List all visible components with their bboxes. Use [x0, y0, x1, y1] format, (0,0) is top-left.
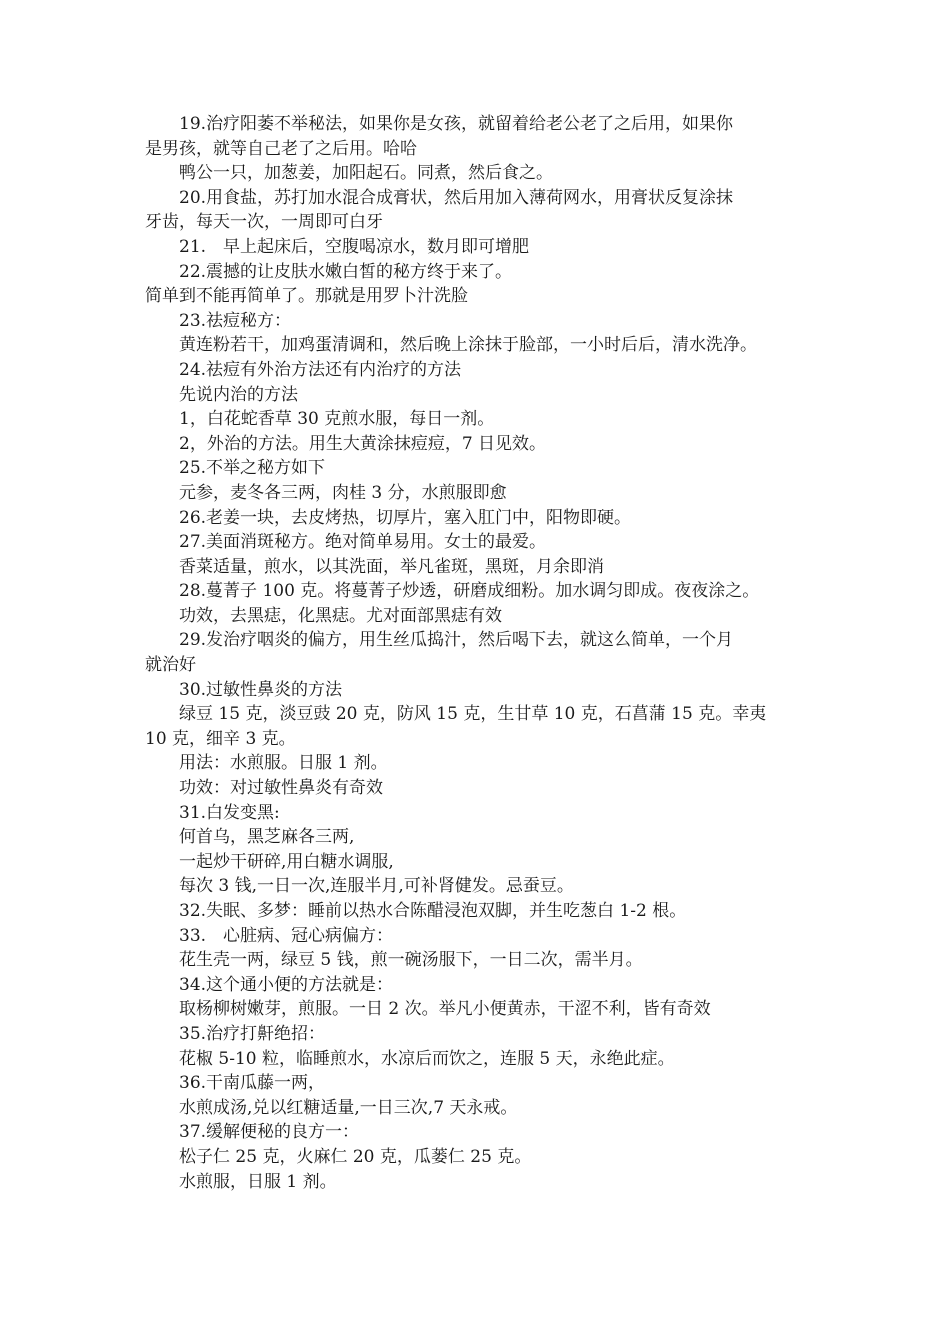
text-line: 22.震撼的让皮肤水嫩白皙的秘方终于来了。 [179, 261, 513, 282]
text-line: 花椒 5-10 粒，临睡煎水，水凉后而饮之，连服 5 天，永绝此症。 [179, 1048, 675, 1069]
text-line: 26.老姜一块，去皮烤热，切厚片，塞入肛门中，阳物即硬。 [179, 507, 632, 528]
text-line: 37.缓解便秘的良方一： [179, 1122, 360, 1143]
text-line: 黄连粉若干，加鸡蛋清调和，然后晚上涂抹于脸部，一小时后后，清水洗净。 [179, 335, 757, 356]
text-line: 34.这个通小便的方法就是： [179, 974, 394, 995]
text-line: 功效，去黑痣，化黑痣。尤对面部黑痣有效 [179, 605, 502, 626]
text-line: 2，外治的方法。用生大黄涂抹痘痘，7 日见效。 [179, 433, 547, 454]
text-line: 10 克，细辛 3 克。 [145, 728, 296, 749]
text-line: 27.美面消斑秘方。绝对简单易用。女士的最爱。 [179, 532, 547, 553]
text-line: 香菜适量，煎水，以其洗面，举凡雀斑，黑斑，月余即消 [179, 556, 604, 577]
text-line: 25.不举之秘方如下 [179, 458, 326, 479]
text-line: 28.蔓菁子 100 克。将蔓菁子炒透，研磨成细粉。加水调匀即成。夜夜涂之。 [179, 581, 760, 602]
text-line: 牙齿，每天一次，一周即可白牙 [145, 212, 383, 233]
text-line: 水煎服，日服 1 剂。 [179, 1171, 337, 1192]
text-line: 用法：水煎服。日服 1 剂。 [179, 753, 388, 774]
text-line: 元参，麦冬各三两，肉桂 3 分，水煎服即愈 [179, 482, 507, 503]
text-line: 就治好 [145, 655, 196, 676]
text-line: 21. 早上起床后，空腹喝凉水，数月即可增肥 [179, 236, 530, 257]
text-line: 35.治疗打鼾绝招： [179, 1023, 326, 1044]
text-line: 31.白发变黑: [179, 802, 280, 823]
text-line: 是男孩，就等自己老了之后用。哈哈 [145, 138, 417, 159]
text-line: 20.用食盐，苏打加水混合成膏状，然后用加入薄荷网水，用膏状反复涂抹 [179, 187, 734, 208]
text-line: 32.失眠、多梦：睡前以热水合陈醋浸泡双脚，并生吃葱白 1-2 根。 [179, 901, 687, 921]
text-line: 1，白花蛇香草 30 克煎水服，每日一剂。 [179, 409, 495, 430]
text-line: 每次 3 钱,一日一次,连服半月,可补肾健发。忌蚕豆。 [179, 876, 574, 897]
text-line: 简单到不能再简单了。那就是用罗卜汁洗脸 [145, 286, 468, 307]
text-line: 绿豆 15 克，淡豆豉 20 克，防风 15 克，生甘草 10 克，石菖蒲 15 克。幸夷 [179, 704, 767, 725]
text-line: 33. 心脏病、冠心病偏方： [179, 925, 394, 946]
text-line: 一起炒干研碎,用白糖水调服, [179, 851, 394, 872]
text-line: 23.祛痘秘方： [179, 310, 292, 331]
text-line: 水煎成汤,兑以红糖适量,一日三次,7 天永戒。 [179, 1097, 518, 1118]
text-line: 功效：对过敏性鼻炎有奇效 [179, 778, 383, 799]
text-line: 何首乌，黑芝麻各三两, [179, 827, 355, 848]
text-line: 30.过敏性鼻炎的方法 [179, 679, 343, 700]
document-body [145, 112, 815, 1194]
text-line: 19.治疗阳萎不举秘法，如果你是女孩，就留着给老公老了之后用，如果你 [179, 114, 734, 134]
text-line: 松子仁 25 克，火麻仁 20 克，瓜蒌仁 25 克。 [179, 1146, 532, 1167]
text-line: 鸭公一只，加葱姜，加阳起石。同煮，然后食之。 [179, 163, 553, 184]
text-line: 29.发治疗咽炎的偏方，用生丝瓜捣汁，然后喝下去，就这么简单，一个月 [179, 630, 734, 651]
text-line: 取杨柳树嫩芽，煎服。一日 2 次。举凡小便黄赤，干涩不利，皆有奇效 [179, 999, 711, 1020]
text-line: 36.干南瓜藤一两， [179, 1073, 326, 1094]
text-line: 先说内治的方法 [179, 384, 298, 405]
text-line: 花生壳一两，绿豆 5 钱，煎一碗汤服下，一日二次，需半月。 [179, 950, 643, 971]
text-line: 24.祛痘有外治方法还有内治疗的方法 [179, 359, 462, 380]
